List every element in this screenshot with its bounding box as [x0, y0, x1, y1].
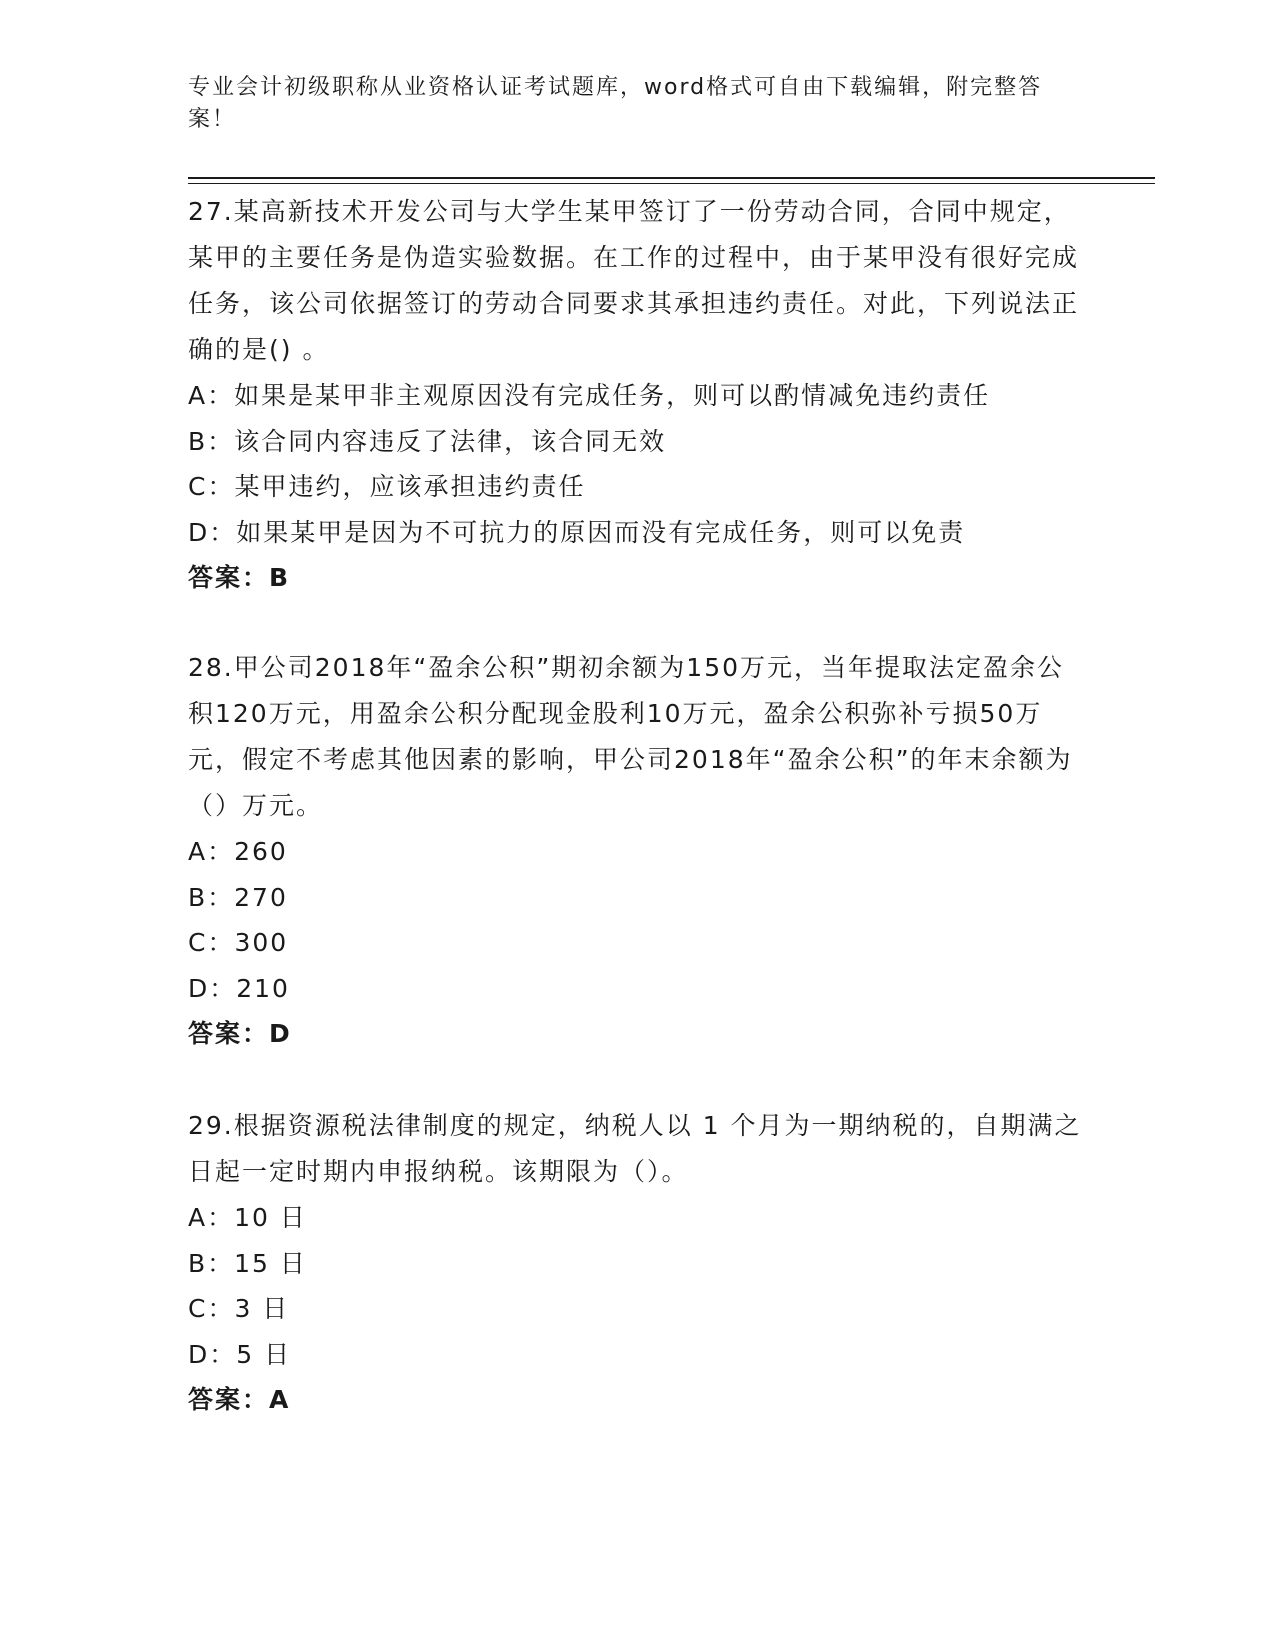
option-d: D：210: [188, 973, 290, 1003]
answer: 答案：D: [188, 1019, 292, 1048]
option-a: A：260: [188, 837, 288, 866]
option-list: [188, 1195, 1088, 1377]
option-c: C：3 日: [188, 1294, 290, 1323]
question-stem: 28.甲公司2018年“盈余公积”期初余额为150万元，当年提取法定盈余公积120万元，用盈余公积分配现金股利10万元，盈余公积弥补亏损50万元，假定不考虑其他因素的影响，甲公司2018年“盈余公积”的年末余额为（）万元。: [188, 653, 1073, 820]
question-stem: 27.某高新技术开发公司与大学生某甲签订了一份劳动合同，合同中规定，某甲的主要任务是伪造实验数据。在工作的过程中，由于某甲没有很好完成任务，该公司依据签订的劳动合同要求其承担违约责任。对此，下列说法正确的是() 。: [188, 197, 1080, 364]
answer: 答案：B: [188, 563, 291, 592]
option-c: C：300: [188, 928, 289, 957]
question-stem: 29.根据资源税法律制度的规定，纳税人以 1 个月为一期纳税的，自期满之日起一定时期内申报纳税。该期限为（）。: [188, 1111, 1082, 1186]
option-list: [188, 829, 1088, 1011]
option-a: A：如果是某甲非主观原因没有完成任务，则可以酌情减免违约责任: [188, 381, 991, 410]
header-divider-thick: [188, 177, 1155, 179]
header-divider-thin: [188, 183, 1155, 184]
option-a: A：10 日: [188, 1203, 307, 1232]
question-27: [188, 189, 1088, 601]
document-header: [188, 72, 1068, 136]
question-29: [188, 1103, 1088, 1423]
option-c: C：某甲违约，应该承担违约责任: [188, 472, 586, 501]
option-d: D：如果某甲是因为不可抗力的原因而没有完成任务，则可以免责: [188, 517, 966, 547]
question-28: [188, 645, 1088, 1057]
option-b: B：270: [188, 882, 288, 912]
option-list: [188, 373, 1088, 555]
option-b: B：15 日: [188, 1248, 307, 1278]
option-b: B：该合同内容违反了法律，该合同无效: [188, 426, 667, 456]
option-d: D：5 日: [188, 1339, 292, 1369]
header-text: 专业会计初级职称从业资格认证考试题库，word格式可自由下载编辑，附完整答案！: [188, 75, 1043, 132]
answer: 答案：A: [188, 1385, 291, 1414]
